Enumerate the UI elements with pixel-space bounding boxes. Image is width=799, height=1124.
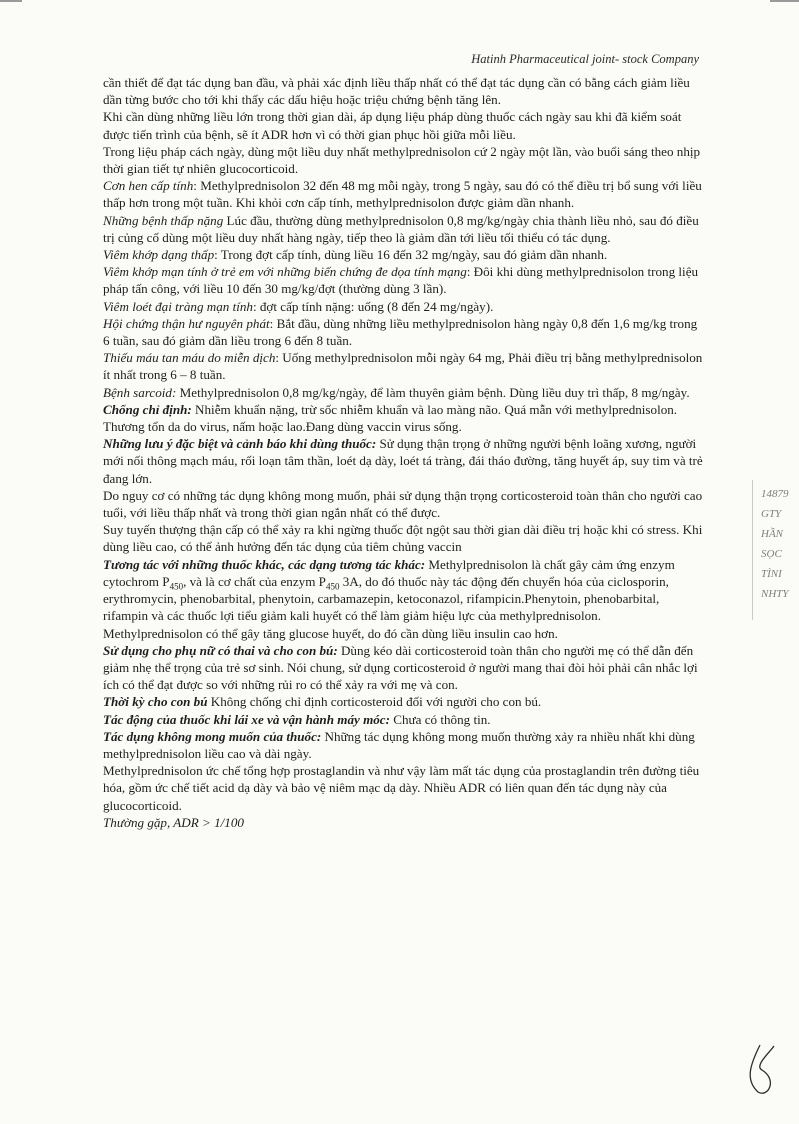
text-segment: Viêm khớp dạng thấp [103, 247, 215, 263]
text-segment: : Methylprednisolon 32 đến 48 mg mỗi ngày, trong 5 ngày, sau đó có thể điều trị bổ sung với liều thấp hơn trong một tuần. Khi khỏi cơn cấp tính, methylprednisolon được giảm dần nhanh. [103, 178, 702, 211]
text-segment: Nhiễm khuẩn nặng, trừ sốc nhiễm khuẩn và lao màng não. Quá mẫn với methylprednisolon. Thương tổn da do virus, nấm hoặc lao.Đang dùng vaccin virus sống. [103, 401, 678, 435]
text-segment: Những bệnh thấp nặng [103, 212, 224, 228]
text-segment: Do nguy cơ có những tác dụng không mong muốn, phải sử dụng thận trọng corticosteroid toàn thân cho người cao tuổi, với liều thấp nhất và trong thời gian ngắn nhất có thể được. [103, 487, 703, 521]
paragraph [103, 487, 703, 521]
text-segment: Tương tác với những thuốc khác, các dạng tương tác khác: [103, 556, 426, 572]
text-segment: : đợt cấp tính nặng: uống (8 đến 24 mg/ngày). [252, 298, 494, 314]
text-segment: Những tác dụng không mong muốn thường xảy ra nhiều nhất khi dùng methylprednisolon liều cao và dài ngày. [103, 728, 695, 761]
paragraph [103, 435, 703, 487]
text-segment: Thiếu máu tan máu do miễn dịch [103, 350, 276, 366]
paragraph [103, 642, 703, 694]
text-segment: : Trong đợt cấp tính, dùng liều 16 đến 32 mg/ngày, sau đó giảm dần nhanh. [214, 247, 608, 263]
text-segment: : Đôi khi dùng methylprednisolon trong liệu pháp tấn công, với liều 10 đến 30 mg/kg/đợt (thường dùng 3 lần). [103, 264, 699, 297]
side-stamp [752, 480, 799, 620]
text-segment: Khi cần dùng những liều lớn trong thời gian dài, áp dụng liệu pháp dùng thuốc cách ngày sau khi đã kiểm soát được tiến trình của bệnh, sẽ ít ADR hơn vì có thời gian phục hồi giữa mỗi liều. [103, 109, 682, 142]
paragraph [103, 143, 703, 177]
text-segment: , và là cơ chất của enzym P [183, 573, 326, 589]
paragraph [103, 728, 703, 762]
text-segment: 450 [325, 581, 340, 592]
paragraph [103, 814, 703, 831]
text-segment: cần thiết để đạt tác dụng ban đầu, và phải xác định liều thấp nhất có thể đạt tác dụng cần có bằng cách giảm liều dần từng bước cho tới khi thấy các dấu hiệu hoặc triệu chứng bệnh tăng lên. [103, 75, 690, 108]
paragraph [103, 315, 703, 349]
paragraph [103, 693, 703, 710]
stamp-line: NHTY [761, 588, 789, 600]
signature-mark [740, 1040, 785, 1100]
paragraph [103, 401, 703, 435]
text-segment: Dùng kéo dài corticosteroid toàn thân cho người mẹ có thể dẫn đến giảm nhẹ thể trọng của trẻ sơ sinh. Nói chung, sử dụng corticosteroid ở người mang thai đòi hỏi phải cân nhắc lợi ích có thể đạt được so với những rủi ro có thể xảy ra với mẹ và con. [103, 642, 698, 693]
text-segment: Sử dụng thận trọng ở những người bệnh loãng xương, người mới nối thông mạch máu, rối loạn tâm thần, loét dạ dày, loét tá tràng, đái tháo đường, tăng huyết áp, suy tim và trẻ đang lớn. [103, 436, 703, 486]
paragraph [103, 711, 703, 728]
scan-mark [770, 0, 799, 2]
paragraph [103, 298, 703, 315]
paragraph [103, 349, 703, 383]
stamp-line: 14879 [761, 488, 789, 500]
text-segment: Lúc đầu, thường dùng methylprednisolon 0,8 mg/kg/ngày chia thành liều nhỏ, sau đó điều trị củng cố dùng một liều duy nhất hàng ngày, tiếp theo là giảm dần tới liều tối thiểu có tác dụng. [103, 212, 699, 245]
paragraph [103, 212, 703, 246]
paragraph [103, 762, 703, 814]
text-segment: Bệnh sarcoid: [103, 384, 177, 400]
paragraph [103, 246, 703, 263]
text-segment: Methylprednisolon ức chế tổng hợp prostaglandin và như vậy làm mất tác dụng của prostaglandin trên đường tiêu hóa, gồm ức chế tiết acid dạ dày và bảo vệ niêm mạc dạ dày. Nhiều ADR có liên quan đến tác dụng này của glucocorticoid. [103, 763, 700, 813]
text-segment: Trong liệu pháp cách ngày, dùng một liều duy nhất methylprednisolon cứ 2 ngày một lần, vào buổi sáng theo nhịp thời gian tiết tự nhiên glucocorticoid. [103, 143, 701, 177]
stamp-line: GTY [761, 508, 782, 520]
text-segment: Chống chỉ định: [103, 401, 192, 417]
document-body [103, 74, 703, 831]
text-segment: Cơn hen cấp tính [103, 178, 194, 194]
text-segment: : Uống methylprednisolon mỗi ngày 64 mg, Phải điều trị bằng methylprednisolon ít nhất trong 6 – 8 tuần. [103, 350, 703, 383]
text-segment: Tác động của thuốc khi lái xe và vận hành máy móc: [103, 711, 390, 727]
text-segment: Methylprednisolon là chất gây cảm ứng enzym cytochrom P [103, 556, 675, 589]
scan-mark [0, 0, 22, 2]
text-segment: Sử dụng cho phụ nữ có thai và cho con bú: [103, 642, 338, 658]
paragraph [103, 556, 703, 642]
text-segment: Không chống chỉ định corticosteroid đối với người cho con bú. [207, 694, 542, 710]
text-segment: Chưa có thông tin. [389, 711, 491, 727]
text-segment: Những lưu ý đặc biệt và cảnh báo khi dùng thuốc: [103, 436, 377, 452]
stamp-line: SỌC [761, 548, 782, 560]
text-segment: Tác dụng không mong muốn của thuốc: [103, 728, 322, 744]
paragraph [103, 108, 703, 142]
text-segment: Thời kỳ cho con bú [103, 694, 208, 710]
text-segment: 3A, do đó thuốc này tác động đến chuyển hóa của ciclosporin, erythromycin, phenobarbital, phenytoin, carbamazepin, ketoconazol, rifampicin.Phenytoin, phenobarbital, rifampin và các thuốc lợi tiểu giảm kali huyết có thể làm giảm hiệu lực của methylprednisolon. Methylprednisolon có thể gây tăng glucose huyết, do đó cần dùng liều insulin cao hơn. [103, 573, 669, 641]
stamp-line: TÌNI [761, 568, 782, 580]
paragraph [103, 74, 703, 108]
company-header: Hatinh Pharmaceutical joint- stock Company [471, 52, 699, 66]
text-segment: Methylprednisolon 0,8 mg/kg/ngày, để làm thuyên giảm bệnh. Dùng liều duy trì thấp, 8 mg/ngày. [176, 384, 690, 400]
text-segment: : Bắt đầu, dùng những liều methylprednisolon hàng ngày 0,8 đến 1,6 mg/kg trong 6 tuần, sau đó giảm dần liều trong 6 đến 8 tuần. [103, 315, 698, 349]
paragraph [103, 521, 703, 555]
stamp-line: HẦN [761, 528, 783, 540]
text-segment: Viêm loét đại tràng mạn tính [103, 298, 253, 314]
paragraph [103, 263, 703, 297]
text-segment: 450 [169, 581, 184, 592]
paragraph [103, 384, 703, 401]
text-segment: Thường gặp, ADR > 1/100 [103, 814, 244, 830]
text-segment: Hội chứng thận hư nguyên phát [103, 315, 270, 331]
text-segment: Suy tuyến thượng thận cấp có thể xảy ra khi ngừng thuốc đột ngột sau thời gian dài điều trị hoặc khi có stress. Khi dùng liều cao, có thể ảnh hưởng đến tác dụng của tiêm chủng vaccin [103, 522, 703, 555]
text-segment: Viêm khớp mạn tính ở trẻ em với những biến chứng đe dọa tính mạng [103, 264, 467, 280]
paragraph [103, 177, 703, 211]
